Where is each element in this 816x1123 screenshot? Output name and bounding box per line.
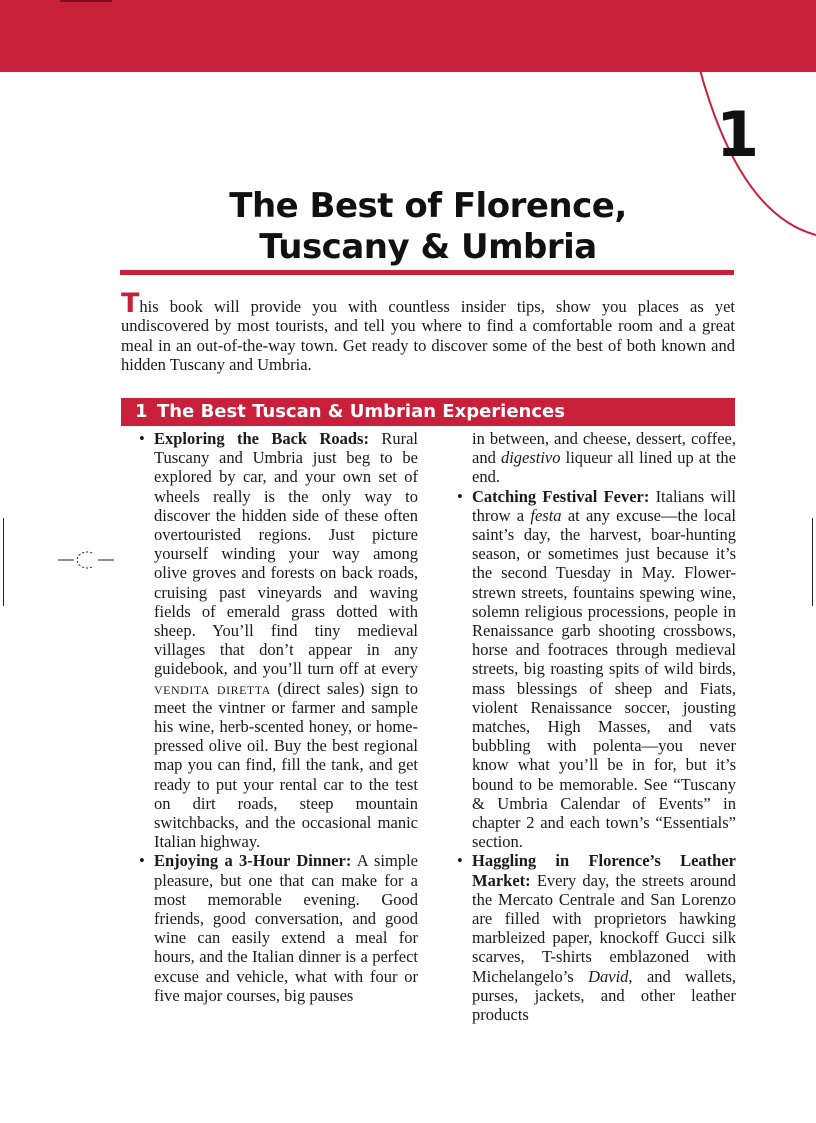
item-text: at any excuse—the local saint’s day, the harvest, boar-hunting season, or sometimes just because it’s the second Tuesday in May. Flower-strewn streets, fountains spewing wine, solemn religious processions, people in Renaissance garb shooting crossbows, horse and footraces through medieval streets, big roasting spits of wild birds, mass blessings of sheep and Fiats, violent Renaissance soccer, jousting matches, High Masses, and vats bubbling with polenta—you never know what you’ll be in for, but it’s bound to be memorable. See “Tuscany & Umbria Calendar of Events” in chapter 2 and each town’s “Essentials” section. — [472, 505, 736, 852]
crop-mark-left — [3, 518, 4, 606]
list-item-dinner-continued — [455, 429, 736, 487]
item-italic: David, — [588, 966, 633, 986]
title-rule — [120, 270, 734, 275]
bullet-icon: • — [457, 851, 463, 871]
item-heading: Exploring the Back Roads: — [154, 429, 369, 448]
section-title: The Best Tuscan & Umbrian Experiences — [157, 401, 565, 422]
item-text: liqueur all lined up at the end. — [472, 448, 736, 487]
list-item-leather-market — [455, 851, 736, 1024]
item-text: A simple pleasure, but one that can make for a most memorable evening. Good friends, good conversation, and good wine can easily extend a meal for hours, and the Italian dinner is a perfect excuse and vehicle, what with four or five major courses, big pauses — [154, 851, 418, 1005]
chapter-title — [120, 186, 736, 268]
item-text: and wallets, purses, jackets, and other leather products — [472, 966, 736, 1025]
crop-mark-right — [812, 518, 813, 606]
chapter-title-line-1: The Best of Florence, — [229, 186, 627, 226]
bullet-icon: • — [457, 486, 463, 506]
section-number: 1 — [135, 401, 148, 422]
item-italic: festa — [530, 505, 562, 525]
bullet-icon: • — [139, 851, 145, 871]
item-heading: Catching Festival Fever: — [472, 486, 650, 506]
intro-paragraph — [121, 288, 735, 375]
left-column — [137, 429, 418, 1005]
intro-text: his book will provide you with countless insider tips, show you places as yet undiscovered by most tourists, and tell you where to find a comfortable room and a great meal in an out-of-the-way town. Get ready to discover some of the best of both known and hidden Tuscany and Umbria. — [121, 297, 735, 375]
item-text: Every day, the streets around the Mercato Centrale and San Lorenzo are filled with proprietors hawking marbleized paper, knockoff Gucci silk scarves, T-shirts emblazoned with Michelangelo’s — [472, 870, 736, 986]
list-item-festival — [455, 487, 736, 852]
chapter-title-line-2: Tuscany & Umbria — [259, 227, 597, 267]
bullet-icon: • — [139, 429, 145, 448]
item-text: in between, and cheese, dessert, coffee, and — [472, 429, 736, 468]
drop-cap: T — [121, 288, 140, 319]
registration-mark-icon — [56, 545, 116, 575]
item-text: (direct sales) sign to meet the vintner or farmer and sample his wine, herb-scented honey, or home-pressed olive oil. Buy the best regional map you can find, fill the tank, and get ready to put your rental car to the test on dirt roads, steep mountain switchbacks, and the occasional manic Italian highway. — [154, 678, 418, 852]
item-italic: digestivo — [500, 448, 561, 468]
item-small-caps: vendita diretta — [154, 678, 271, 698]
item-text: Rural Tuscany and Umbria just beg to be explored by car, and your own set of wheels really is the only way to discover the hidden side of these often overtouristed regions. Just picture yourself winding your way among olive groves and forests on back roads, cruising past vineyards and waving fields of emerald grass dotted with sheep. You’ll find tiny medieval villages that don’t appear in any guidebook, and you’ll turn off at every — [154, 429, 418, 679]
item-heading: Enjoying a 3-Hour Dinner: — [154, 851, 352, 871]
section-heading-bar — [121, 398, 735, 426]
right-column — [455, 429, 736, 1024]
chapter-number: 1 — [716, 98, 758, 171]
list-item-dinner — [137, 851, 418, 1005]
list-item-back-roads — [137, 429, 418, 851]
item-heading: Haggling in Florence’s Leather Market: — [472, 851, 736, 890]
item-text: Italians will throw a — [472, 486, 736, 525]
